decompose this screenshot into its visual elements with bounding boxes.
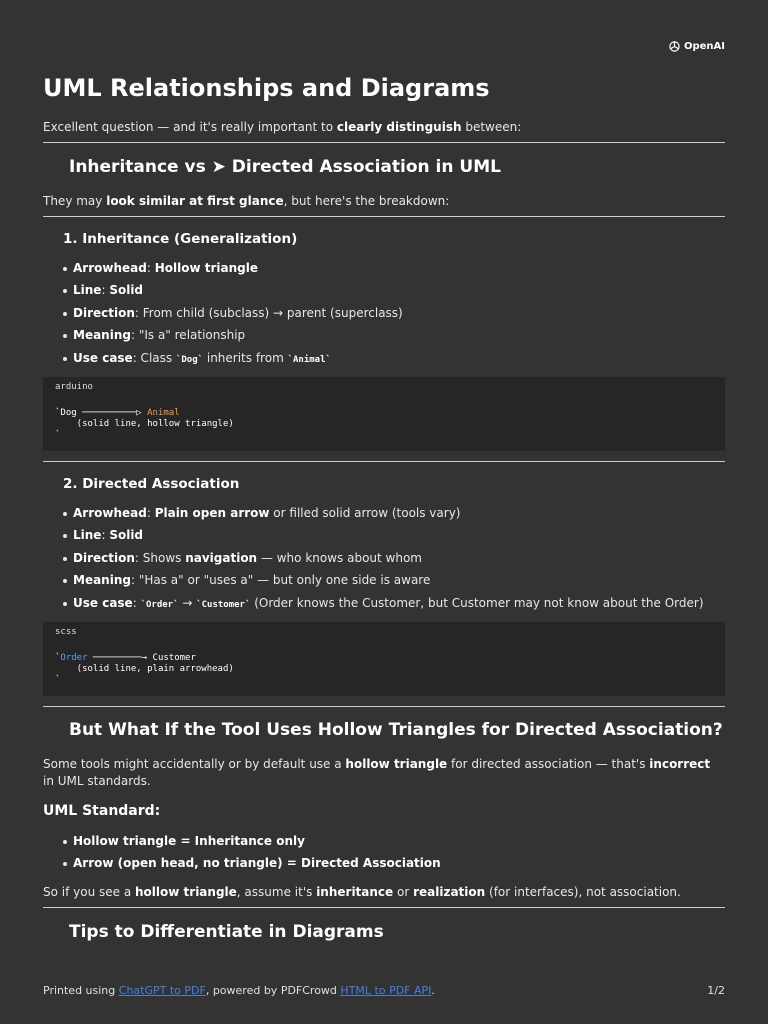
page-number: 1/2	[707, 984, 725, 997]
footer: Printed using ChatGPT to PDF, powered by PDFCrowd HTML to PDF API. 1/2	[43, 984, 725, 997]
list-item: Meaning: "Has a" or "uses a" — but only one side is aware	[63, 572, 723, 594]
chatgpt-to-pdf-link[interactable]: ChatGPT to PDF	[118, 984, 206, 997]
section-heading-tips: Tips to Differentiate in Diagrams	[69, 922, 384, 942]
code-line: `Order ─────────→ Customer	[55, 653, 196, 663]
list-item: Use case: `Order` → `Customer` (Order knows the Customer, but Customer may not know about the Order)	[63, 595, 723, 617]
code-line: `Dog ──────────▷ Animal	[55, 408, 180, 418]
subheading-inheritance: 1. Inheritance (Generalization)	[63, 231, 298, 247]
divider	[43, 706, 725, 707]
inheritance-list	[63, 260, 723, 372]
code-line: `	[55, 675, 61, 685]
uml-standard-list	[63, 833, 723, 878]
section-heading-inheritance-vs-association: Inheritance vs ➤ Directed Association in UML	[69, 157, 501, 177]
logo-text: OpenAI	[683, 41, 725, 52]
list-item: Arrow (open head, no triangle) = Directed Association	[63, 855, 723, 877]
openai-logo-icon	[668, 40, 681, 53]
code-language-label: scss	[55, 627, 77, 637]
list-item: Direction: From child (subclass) → parent (superclass)	[63, 305, 723, 327]
divider	[43, 907, 725, 908]
list-item: Line: Solid	[63, 282, 723, 304]
list-item: Use case: Class `Dog` inherits from `Animal`	[63, 350, 723, 372]
code-language-label: arduino	[55, 382, 93, 392]
code-block-directed-association	[43, 622, 725, 696]
directed-association-list	[63, 505, 723, 617]
code-block-inheritance	[43, 377, 725, 451]
list-item: Line: Solid	[63, 527, 723, 549]
code-line: (solid line, hollow triangle)	[55, 419, 234, 429]
list-item: Meaning: "Is a" relationship	[63, 327, 723, 349]
code-line: (solid line, plain arrowhead)	[55, 664, 234, 674]
openai-logo	[668, 40, 725, 53]
section-heading-hollow-triangles: But What If the Tool Uses Hollow Triangles for Directed Association?	[69, 720, 723, 740]
hollow-triangle-paragraph: Some tools might accidentally or by default use a hollow triangle for directed association — that's incorrect in UML standards.	[43, 757, 711, 788]
list-item: Arrowhead: Hollow triangle	[63, 260, 723, 282]
intro-paragraph: Excellent question — and it's really important to clearly distinguish between:	[43, 120, 522, 134]
list-item: Arrowhead: Plain open arrow or filled solid arrow (tools vary)	[63, 505, 723, 527]
html-to-pdf-api-link[interactable]: HTML to PDF API	[340, 984, 432, 997]
subheading-directed-association: 2. Directed Association	[63, 476, 240, 492]
list-item: Hollow triangle = Inheritance only	[63, 833, 723, 855]
list-item: Direction: Shows navigation — who knows about whom	[63, 550, 723, 572]
breakdown-paragraph: They may look similar at first glance, but here's the breakdown:	[43, 194, 450, 208]
page-title: UML Relationships and Diagrams	[43, 74, 490, 102]
divider	[43, 142, 725, 143]
conclusion-paragraph: So if you see a hollow triangle, assume it's inheritance or realization (for interfaces), not association.	[43, 885, 681, 899]
divider	[43, 461, 725, 462]
code-line: `	[55, 430, 61, 440]
subheading-uml-standard: UML Standard:	[43, 803, 161, 819]
divider	[43, 216, 725, 217]
